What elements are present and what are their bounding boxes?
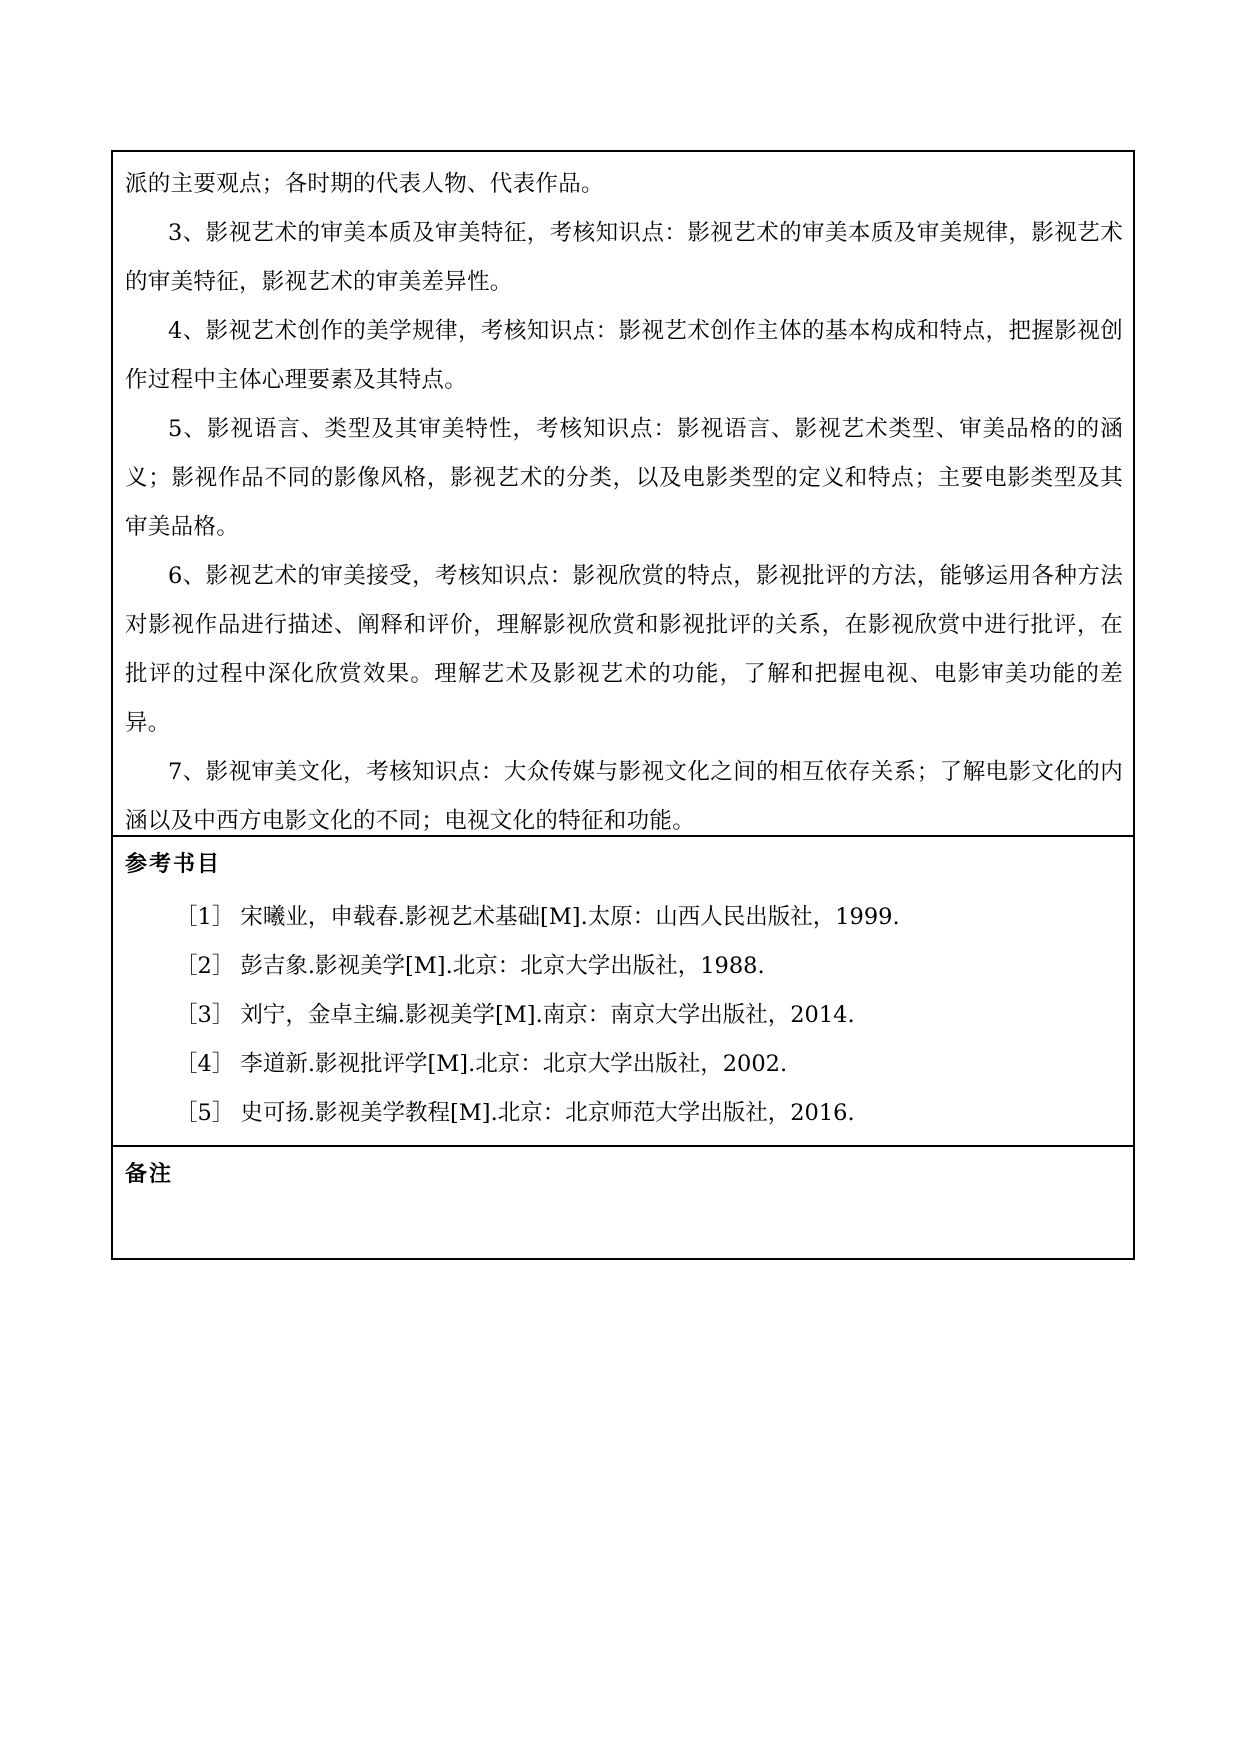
reference-item <box>175 991 1123 1040</box>
reference-number: ［1］ <box>175 904 235 930</box>
reference-text: 宋曦业，申载春.影视艺术基础[M].太原：山西人民出版社，1999. <box>240 904 900 930</box>
assessment-content-section <box>113 152 1133 837</box>
content-paragraph-2: 3、影视艺术的审美本质及审美特征，考核知识点：影视艺术的审美本质及审美规律，影视艺术的审美特征，影视艺术的审美差异性。 <box>125 220 1123 295</box>
reference-item <box>175 942 1123 991</box>
references-section <box>113 837 1133 1147</box>
notes-title: 备注 <box>125 1162 174 1187</box>
references-title: 参考书目 <box>125 852 222 877</box>
reference-text: 彭吉象.影视美学[M].北京：北京大学出版社，1988. <box>240 953 765 979</box>
reference-number: ［2］ <box>175 953 235 979</box>
content-paragraph-3: 4、影视艺术创作的美学规律，考核知识点：影视艺术创作主体的基本构成和特点，把握影视创作过程中主体心理要素及其特点。 <box>125 318 1123 393</box>
reference-number: ［4］ <box>175 1051 235 1077</box>
references-list <box>125 893 1123 1138</box>
reference-number: ［3］ <box>175 1002 235 1028</box>
content-paragraph-5: 6、影视艺术的审美接受，考核知识点：影视欣赏的特点，影视批评的方法，能够运用各种方法对影视作品进行描述、阐释和评价，理解影视欣赏和影视批评的关系，在影视欣赏中进行批评，在批评的过程中深化欣赏效果。理解艺术及影视艺术的功能，了解和把握电视、电影审美功能的差异。 <box>125 563 1123 736</box>
reference-item <box>175 893 1123 942</box>
reference-text: 刘宁，金卓主编.影视美学[M].南京：南京大学出版社，2014. <box>240 1002 855 1028</box>
reference-text: 李道新.影视批评学[M].北京：北京大学出版社，2002. <box>240 1051 788 1077</box>
content-paragraph-4: 5、影视语言、类型及其审美特性，考核知识点：影视语言、影视艺术类型、审美品格的的涵义；影视作品不同的影像风格，影视艺术的分类，以及电影类型的定义和特点；主要电影类型及其审美品格。 <box>125 416 1123 540</box>
content-paragraph-6: 7、影视审美文化，考核知识点：大众传媒与影视文化之间的相互依存关系；了解电影文化的内涵以及中西方电影文化的不同；电视文化的特征和功能。 <box>125 759 1123 834</box>
reference-item <box>175 1040 1123 1089</box>
reference-item <box>175 1089 1123 1138</box>
reference-text: 史可扬.影视美学教程[M].北京：北京师范大学出版社，2016. <box>240 1100 855 1126</box>
content-paragraph-1: 派的主要观点；各时期的代表人物、代表作品。 <box>125 171 604 197</box>
syllabus-table <box>111 150 1135 1260</box>
notes-section <box>113 1147 1133 1258</box>
reference-number: ［5］ <box>175 1100 235 1126</box>
